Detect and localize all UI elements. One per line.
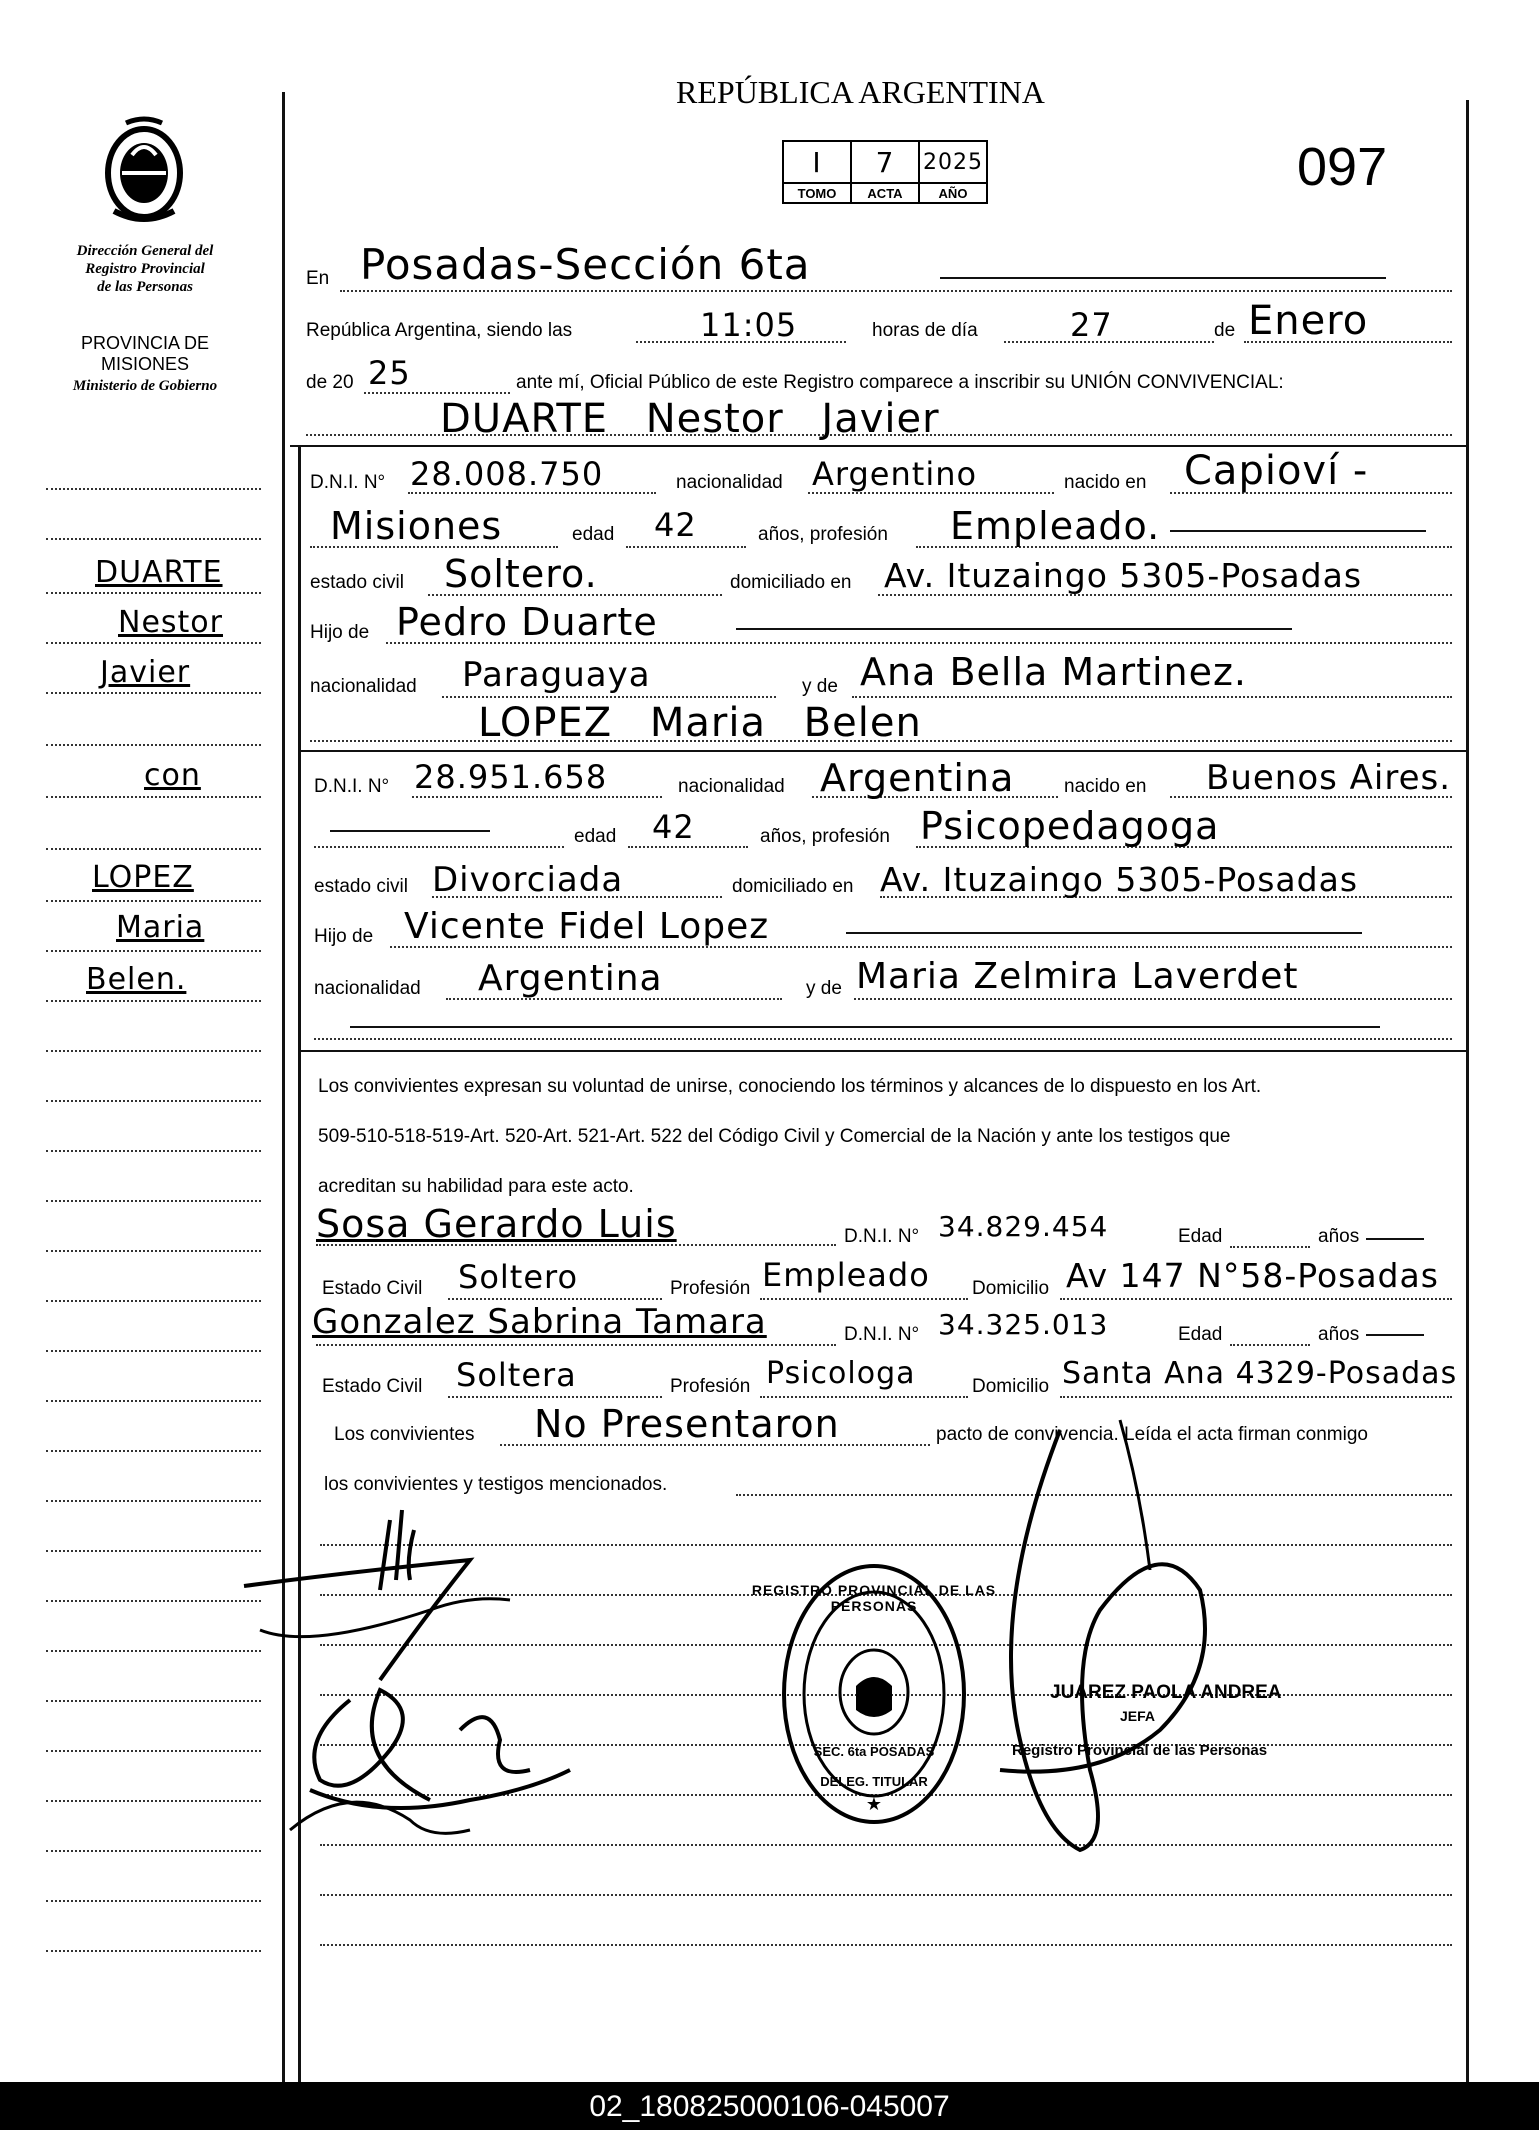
footer-code: 02_180825000106-045007 — [589, 2090, 950, 2123]
official-signature — [960, 1410, 1280, 1880]
coat-of-arms-icon — [96, 115, 192, 225]
p2-nacionalidad: Argentina — [820, 756, 1015, 800]
w2-anos-label: años — [1318, 1324, 1360, 1345]
margin-name: Belen. — [86, 962, 187, 997]
w2-prof-label: Profesión — [670, 1376, 751, 1397]
official-org: Registro Provincial de las Personas — [1012, 1742, 1268, 1759]
p2-dni-label: D.N.I. N° — [314, 776, 390, 797]
declaration-line: Los convivientes expresan su voluntad de unirse, conociendo los términos y alcances de lo dispuesto en los Art. — [318, 1076, 1262, 1097]
p2-domicilio: Av. Ituzaingo 5305-Posadas — [880, 860, 1359, 899]
p2-dni: 28.951.658 — [414, 758, 608, 796]
declaration-line: 509-510-518-519-Art. 520-Art. 521-Art. 522 del Código Civil y Comercial de la Nación y ante los testigos que — [318, 1126, 1231, 1147]
p2-yde-label: y de — [806, 978, 842, 999]
official-name: JUAREZ PAOLA ANDREA — [1050, 1682, 1282, 1703]
w2-estado: Soltera — [456, 1356, 577, 1394]
acta-label: ACTA — [851, 183, 919, 203]
p1-estado-label: estado civil — [310, 572, 404, 593]
province-line: MISIONES — [100, 354, 189, 374]
person1-name: DUARTE Nestor Javier — [440, 396, 940, 442]
month-value: Enero — [1248, 298, 1369, 344]
p1-dni: 28.008.750 — [410, 455, 604, 493]
day-value: 27 — [1070, 306, 1113, 344]
p1-dni-label: D.N.I. N° — [310, 472, 386, 493]
p1-nacido-label: nacido en — [1064, 472, 1147, 493]
province-name — [40, 333, 250, 375]
p1-nacionalidad: Argentino — [812, 455, 978, 493]
year-value: 25 — [368, 354, 411, 392]
w2-estado-label: Estado Civil — [322, 1376, 423, 1397]
w1-profesion: Empleado — [762, 1256, 930, 1294]
tomo-value: I — [783, 141, 851, 183]
witness1-name: Sosa Gerardo Luis — [316, 1202, 677, 1246]
org-line: de las Personas — [97, 279, 193, 295]
stamp-center-text: SEC. 6ta POSADAS — [813, 1744, 935, 1759]
p1-edad-label: edad — [572, 524, 615, 545]
p2-edad-label: edad — [574, 826, 617, 847]
p1-domicilio: Av. Ituzaingo 5305-Posadas — [884, 556, 1363, 595]
p1-birthplace-2: Misiones — [330, 504, 503, 548]
p1-birthplace-1: Capioví - — [1184, 448, 1369, 494]
p1-nac-label: nacionalidad — [676, 472, 783, 493]
ante-text: ante mí, Oficial Público de este Registro comparece a inscribir su UNIÓN CONVIVENCIAL: — [516, 372, 1284, 393]
p1-padre-nac: Paraguaya — [462, 655, 651, 695]
margin-name: Javier — [100, 655, 191, 690]
p2-nac2-label: nacionalidad — [314, 978, 421, 999]
footer-bar — [0, 2082, 1539, 2130]
p2-birthplace: Buenos Aires. — [1206, 758, 1452, 798]
w1-dni-label: D.N.I. N° — [844, 1226, 920, 1247]
margin-name: LOPEZ — [92, 860, 194, 895]
time-value: 11:05 — [700, 306, 798, 344]
year-prefix: de 20 — [306, 372, 354, 393]
w2-dni: 34.325.013 — [938, 1308, 1109, 1341]
p1-hijo-label: Hijo de — [310, 622, 370, 643]
p2-padre: Vicente Fidel Lopez — [404, 906, 770, 947]
margin-name: Nestor — [118, 605, 223, 640]
p2-madre: Maria Zelmira Laverdet — [856, 956, 1299, 997]
p2-padre-nac: Argentina — [478, 958, 663, 999]
p1-madre: Ana Bella Martinez. — [860, 650, 1248, 694]
witness2-name: Gonzalez Sabrina Tamara — [312, 1302, 767, 1342]
p1-dom-label: domiciliado en — [730, 572, 852, 593]
w2-dni-label: D.N.I. N° — [844, 1324, 920, 1345]
closing-status: No Presentaron — [534, 1402, 840, 1446]
register-box — [782, 140, 988, 204]
w1-edad-label: Edad — [1178, 1226, 1223, 1247]
w2-edad-label: Edad — [1178, 1324, 1223, 1345]
p2-hijo-label: Hijo de — [314, 926, 374, 947]
w1-anos-label: años — [1318, 1226, 1360, 1247]
official-role: JEFA — [1120, 1708, 1156, 1724]
w2-dom-label: Domicilio — [972, 1376, 1050, 1397]
place-value: Posadas-Sección 6ta — [360, 240, 811, 289]
p2-dom-label: domiciliado en — [732, 876, 854, 897]
p2-edad: 42 — [652, 808, 695, 846]
official-stamp — [751, 1560, 997, 1828]
de-label: de — [1214, 320, 1236, 341]
stamp-lower-text: DELEG. TITULAR — [820, 1774, 928, 1789]
p2-nac-label: nacionalidad — [678, 776, 785, 797]
w2-profesion: Psicologa — [766, 1356, 916, 1391]
p1-yde-label: y de — [802, 676, 838, 697]
w2-domicilio: Santa Ana 4329-Posadas — [1062, 1356, 1458, 1391]
closing-pacto: pacto de convivencia. Leída el acta firman conmigo — [936, 1424, 1368, 1445]
margin-name: con — [144, 758, 201, 793]
republica-label: República Argentina, siendo las — [306, 320, 573, 341]
closing-line2: los convivientes y testigos mencionados. — [324, 1474, 668, 1495]
horas-label: horas de día — [872, 320, 978, 341]
anio-value: 2025 — [919, 141, 987, 183]
anio-label: AÑO — [919, 183, 987, 203]
w1-domicilio: Av 147 N°58-Posadas — [1066, 1256, 1439, 1295]
p2-prof-label: años, profesión — [760, 826, 890, 847]
p1-profesion: Empleado. — [950, 504, 1161, 548]
w1-estado: Soltero — [458, 1258, 579, 1296]
ministry-name: Ministerio de Gobierno — [72, 378, 218, 394]
p2-estado-label: estado civil — [314, 876, 408, 897]
w1-dni: 34.829.454 — [938, 1210, 1109, 1243]
p2-nacido-label: nacido en — [1064, 776, 1147, 797]
margin-name: DUARTE — [95, 555, 223, 590]
w1-prof-label: Profesión — [670, 1278, 751, 1299]
p2-profesion: Psicopedagoga — [920, 804, 1220, 848]
margin-name: Maria — [116, 910, 205, 945]
acta-number: 097 — [1297, 137, 1388, 197]
p1-padre: Pedro Duarte — [396, 600, 658, 644]
p1-edad: 42 — [654, 506, 697, 544]
en-label: En — [306, 268, 330, 289]
p1-estado: Soltero. — [444, 552, 598, 596]
org-name — [40, 242, 250, 296]
province-line: PROVINCIA DE — [80, 333, 210, 353]
declaration-line: acreditan su habilidad para este acto. — [318, 1176, 634, 1197]
person2-name: LOPEZ Maria Belen — [478, 700, 922, 746]
p1-prof-label: años, profesión — [758, 524, 888, 545]
stamp-ring-text: REGISTRO PROVINCIAL DE LAS PERSONAS — [751, 1582, 997, 1614]
org-line: Dirección General del — [76, 243, 214, 259]
acta-value: 7 — [851, 141, 919, 183]
p2-estado: Divorciada — [432, 860, 624, 900]
org-line: Registro Provincial — [85, 261, 205, 277]
w1-dom-label: Domicilio — [972, 1278, 1050, 1299]
convivientes-signatures — [230, 1500, 650, 1860]
w1-estado-label: Estado Civil — [322, 1278, 423, 1299]
svg-text:★: ★ — [865, 1794, 883, 1815]
p1-nac2-label: nacionalidad — [310, 676, 417, 697]
closing-los-label: Los convivientes — [334, 1424, 475, 1445]
document-title: REPÚBLICA ARGENTINA — [676, 74, 1045, 110]
tomo-label: TOMO — [783, 183, 851, 203]
